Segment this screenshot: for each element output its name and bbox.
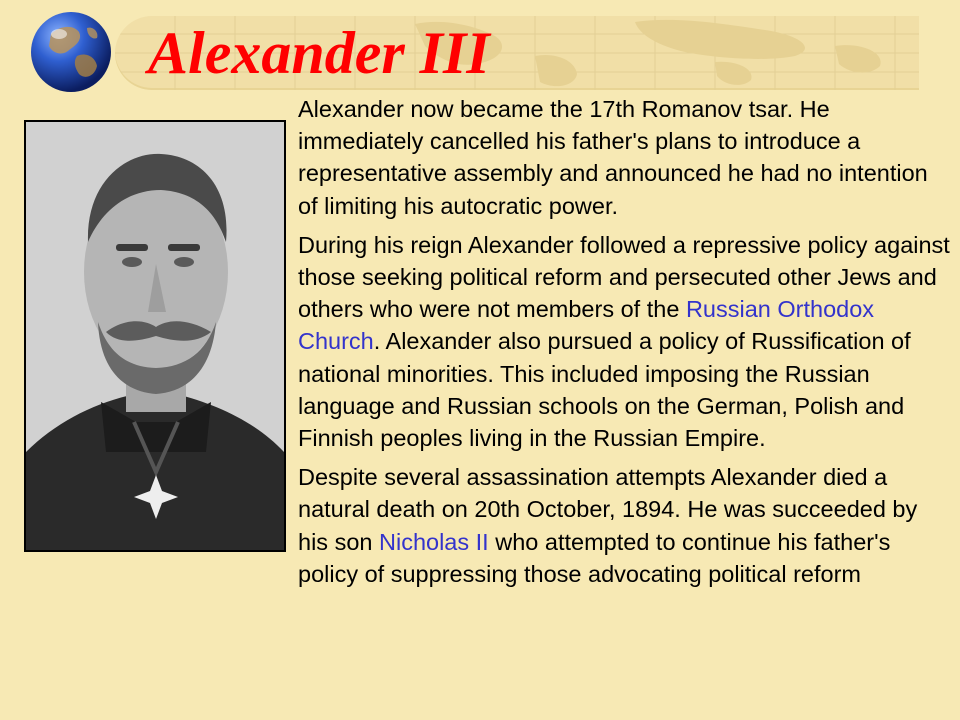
portrait-photo [24, 120, 286, 552]
paragraph-1-text: Alexander now became the 17th Romanov tsar. He immediately cancelled his father's plans to introduce a representative assembly and announced he had no intention of limiting his autocratic power. [298, 96, 928, 219]
globe-icon [29, 10, 113, 94]
paragraph-3-before: Despite several assassination attempts Alexander died a natural death on 20th October, 1894. He was succeeded by his son [298, 464, 918, 555]
paragraph-3-after: who attempted to continue his father's policy of suppressing those advocating political reform [298, 528, 891, 587]
nicholas-ii-link[interactable]: Nicholas II [379, 528, 489, 555]
paragraph-2-before: During his reign Alexander followed a repressive policy against those seeking political reform and persecuted other Jews and others who were not members of the [298, 231, 950, 323]
body-text [298, 93, 950, 597]
paragraph-2-after: . Alexander also pursued a policy of Russification of national minorities. This included imposing the Russian language and Russian schools on the German, Polish and Finnish peoples living in the Russian Empire. [298, 328, 911, 452]
paragraph-3 [298, 461, 950, 590]
paragraph-1 [298, 93, 950, 222]
paragraph-2 [298, 229, 950, 454]
slide-title: Alexander III [148, 20, 490, 86]
russian-orthodox-church-link[interactable]: Russian Orthodox Church [298, 296, 875, 355]
portrait-image [26, 122, 284, 550]
